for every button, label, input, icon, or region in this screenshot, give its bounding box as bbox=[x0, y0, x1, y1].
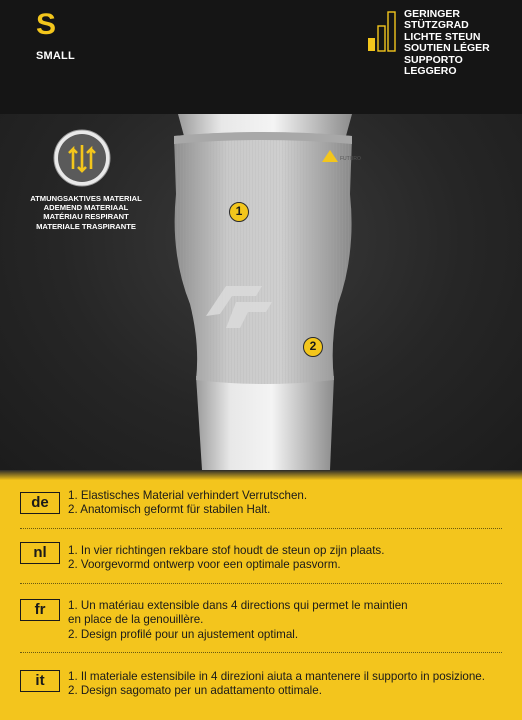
support-line: GERINGER bbox=[404, 8, 461, 20]
divider bbox=[20, 583, 502, 584]
language-code-it: it bbox=[20, 670, 60, 692]
support-level-text bbox=[404, 9, 490, 77]
material-description bbox=[30, 194, 142, 231]
language-code-de: de bbox=[20, 492, 60, 514]
header-band bbox=[0, 0, 522, 114]
support-line: LEGGERO bbox=[404, 65, 457, 78]
text-line: 2. Design sagomato per un adattamento ottimale. bbox=[68, 684, 322, 698]
material-line: ADEMEND MATERIAAL bbox=[43, 203, 129, 213]
size-label: SMALL bbox=[36, 50, 75, 62]
text-line: 2. Design profilé pour un ajustement optimal. bbox=[68, 627, 299, 641]
material-line: ATMUNGSAKTIVES MATERIAL bbox=[30, 194, 142, 203]
product-photo bbox=[0, 114, 522, 470]
text-line: 1. Il materiale estensibile in 4 direzioni aiuta a mantenere il supporto in posizione. bbox=[68, 670, 485, 683]
material-line: MATERIALE TRASPIRANTE bbox=[36, 221, 136, 231]
svg-text:FUTURO: FUTURO bbox=[340, 156, 361, 162]
support-line: STÜTZGRAD bbox=[404, 19, 469, 32]
divider bbox=[20, 652, 502, 653]
support-bar-3 bbox=[388, 12, 395, 51]
text-line: 2. Voorgevormd ontwerp voor een optimale pasvorm. bbox=[68, 558, 341, 572]
text-line: 1. Un matériau extensible dans 4 directions qui permet le maintien bbox=[68, 599, 408, 612]
text-line: 1. In vier richtingen rekbare stof houdt de steun op zijn plaats. bbox=[68, 544, 385, 557]
language-code-fr: fr bbox=[20, 599, 60, 621]
material-line: MATÉRIAU RESPIRANT bbox=[43, 212, 129, 222]
support-bar-2 bbox=[378, 26, 385, 51]
language-text-de bbox=[68, 489, 514, 518]
text-line: 2. Anatomisch geformt für stabilen Halt. bbox=[68, 503, 271, 517]
support-line: LICHTE STEUN bbox=[404, 30, 481, 43]
support-level-icon bbox=[367, 8, 397, 52]
feature-marker-1: 1 bbox=[229, 202, 249, 222]
accent-strip bbox=[0, 470, 522, 480]
language-text-it bbox=[68, 670, 514, 699]
language-code-nl: nl bbox=[20, 542, 60, 564]
size-letter: S bbox=[36, 8, 57, 41]
divider bbox=[20, 528, 502, 529]
language-text-nl bbox=[68, 544, 514, 573]
feature-marker-2: 2 bbox=[303, 337, 323, 357]
breathable-arrows-icon bbox=[53, 129, 111, 187]
support-bar-1 bbox=[368, 38, 375, 51]
support-line: SUPPORTO bbox=[404, 53, 463, 66]
language-panel bbox=[0, 480, 522, 720]
language-text-fr bbox=[68, 599, 514, 642]
text-line: 1. Elastisches Material verhindert Verrutschen. bbox=[68, 489, 308, 502]
support-line: SOUTIEN LÉGER bbox=[404, 42, 490, 55]
leg-lower bbox=[196, 376, 334, 470]
text-line: en place de la genouillère. bbox=[68, 613, 204, 627]
